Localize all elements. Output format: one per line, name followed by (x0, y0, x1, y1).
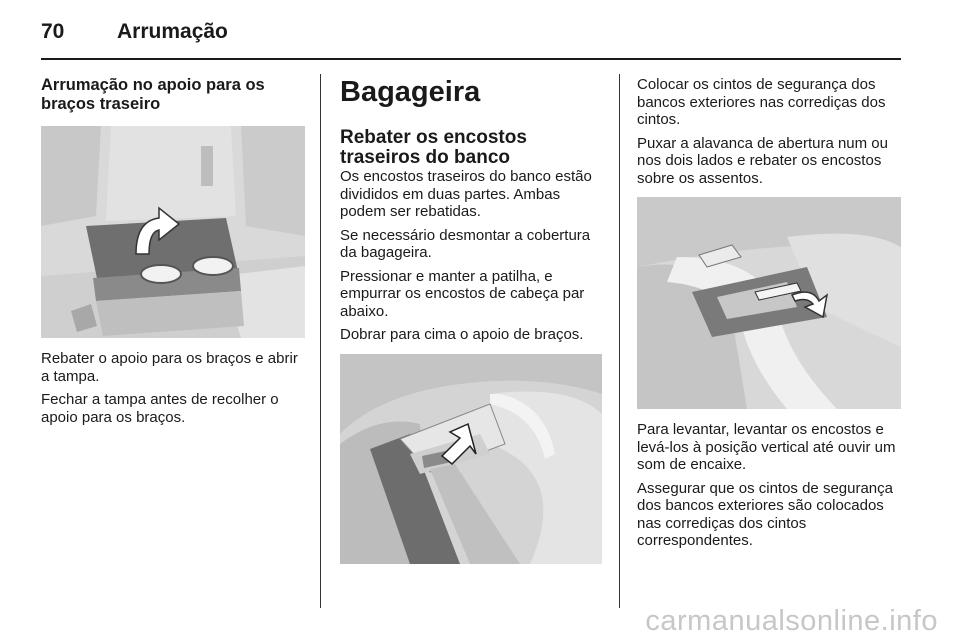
section-title-bagageira: Bagageira (340, 76, 481, 108)
armrest-illustration (41, 126, 305, 338)
column3-paragraph-1: Colocar os cintos de segurança dos bancos exteriores nas corrediças dos cintos. (637, 76, 886, 128)
page-title: Arrumação (117, 20, 228, 43)
column-1 (41, 76, 305, 432)
page-header (41, 16, 901, 56)
column3-paragraph-3: Para levantar, levantar os encostos e levá-los à posição vertical até ouvir um som de encaixe. (637, 421, 896, 473)
footer-watermark: carmanualsonline.info (645, 605, 938, 637)
column-divider-2 (619, 74, 620, 608)
column-divider-1 (320, 74, 321, 608)
headrest-latch-illustration (340, 354, 602, 564)
armrest-paragraph-2: Fechar a tampa antes de recolher o apoio para os braços. (41, 391, 279, 426)
page-number: 70 (41, 20, 65, 43)
column-3 (637, 76, 901, 556)
bagageira-paragraph-4: Dobrar para cima o apoio de braços. (340, 326, 584, 343)
column3-paragraph-4: Assegurar que os cintos de segurança dos bancos exteriores são colocados nas corrediças dos cintos correspondentes. (637, 479, 893, 549)
subsection-heading-fold-seats: Rebater os encostos traseiros do banco (340, 127, 527, 168)
armrest-paragraph-1: Rebater o apoio para os braços e abrir a tampa. (41, 350, 298, 385)
bagageira-paragraph-1: Os encostos traseiros do banco estão divididos em duas partes. Ambas podem ser rebatidas. (340, 168, 592, 220)
section-heading-armrest: Arrumação no apoio para os braços traseiro (41, 76, 265, 113)
bagageira-paragraph-2: Se necessário desmontar a cobertura da bagageira. (340, 226, 591, 261)
column3-paragraph-2: Puxar a alavanca de abertura num ou nos dois lados e rebater os encostos sobre os assentos. (637, 134, 888, 187)
column-2 (340, 76, 602, 564)
seatback-release-illustration (637, 197, 901, 409)
bagageira-paragraph-3: Pressionar e manter a patilha, e empurrar os encostos de cabeça par abaixo. (340, 267, 585, 320)
header-rule (41, 58, 901, 60)
